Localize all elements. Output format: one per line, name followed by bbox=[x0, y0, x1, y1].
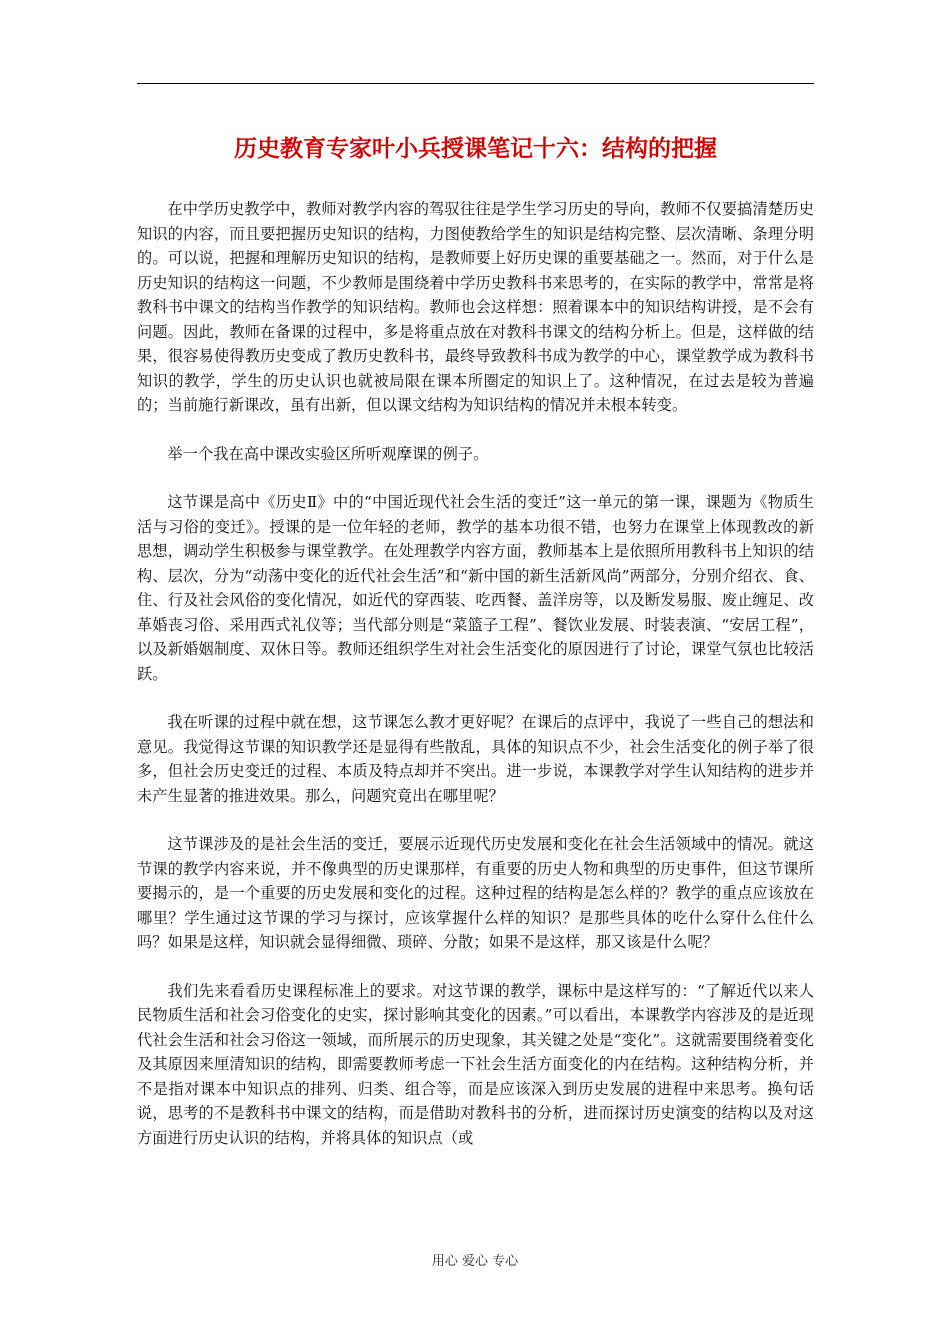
paragraph-5: 这节课涉及的是社会生活的变迁，要展示近现代历史发展和变化在社会生活领域中的情况。就这节课的教学内容来说，并不像典型的历史课那样，有重要的历史人物和典型的历史事件，但这节课所要揭示的，是一个重要的历史发展和变化的过程。这种过程的结构是怎么样的？教学的重点应该放在哪里？学生通过这节课的学习与探讨，应该掌握什么样的知识？是那些具体的吃什么穿什么住什么吗？如果是这样，知识就会显得细微、琐碎、分散；如果不是这样，那又该是什么呢？ bbox=[137, 835, 814, 951]
header-rule bbox=[137, 83, 814, 84]
paragraph-3: 这节课是高中《历史Ⅱ》中的“中国近现代社会生活的变迁”这一单元的第一课，课题为《物质生活与习俗的变迁》。授课的是一位年轻的老师，教学的基本功很不错，也努力在课堂上体现教改的新思想，调动学生积极参与课堂教学。在处理教学内容方面，教师基本上是依照所用教科书上知识的结构、层次，分为“动荡中变化的近代社会生活”和“新中国的新生活新风尚”两部分，分别介绍衣、食、住、行及社会风俗的变化情况，如近代的穿西装、吃西餐、盖洋房等，以及断发易服、废止缠足、改革婚丧习俗、采用西式礼仪等；当代部分则是“菜篮子工程”、餐饮业发展、时装表演、“安居工程”，以及新婚姻制度、双休日等。教师还组织学生对社会生活变化的原因进行了讨论，课堂气氛也比较活跃。 bbox=[137, 493, 814, 683]
page-footer: 用心 爱心 专心 bbox=[431, 1254, 519, 1269]
paragraph-2: 举一个我在高中课改实验区所听观摩课的例子。 bbox=[167, 444, 489, 463]
document-title: 历史教育专家叶小兵授课笔记十六：结构的把握 bbox=[234, 135, 717, 162]
document-body bbox=[137, 197, 814, 1174]
paragraph-4: 我在听课的过程中就在想，这节课怎么教才更好呢？在课后的点评中，我说了一些自己的想法和意见。我觉得这节课的知识教学还是显得有些散乱，具体的知识点不少，社会生活变化的例子举了很多，但社会历史变迁的过程、本质及特点却并不突出。进一步说，本课教学对学生认知结构的进步并未产生显著的推进效果。那么，问题究竟出在哪里呢？ bbox=[137, 713, 814, 805]
paragraph-6: 我们先来看看历史课程标准上的要求。对这节课的教学，课标中是这样写的：“了解近代以来人民物质生活和社会习俗变化的史实，探讨影响其变化的因素。”可以看出，本课教学内容涉及的是近现代社会生活和社会习俗这一领域，而所展示的历史现象，其关键之处是“变化”。这就需要围绕着变化及其原因来厘清知识的结构，即需要教师考虑一下社会生活方面变化的内在结构。这种结构分析，并不是指对课本中知识点的排列、归类、组合等，而是应该深入到历史发展的进程中来思考。换句话说，思考的不是教科书中课文的结构，而是借助对教科书的分析，进而探讨历史演变的结构以及对这方面进行历史认识的结构，并将具体的知识点（或 bbox=[137, 981, 814, 1147]
paragraph-1: 在中学历史教学中，教师对教学内容的驾驭往往是学生学习历史的导向，教师不仅要搞清楚历史知识的内容，而且要把握历史知识的结构，力图使教给学生的知识是结构完整、层次清晰、条理分明的。可以说，把握和理解历史知识的结构，是教师要上好历史课的重要基础之一。然而，对于什么是历史知识的结构这一问题，不少教师是围绕着中学历史教科书来思考的，在实际的教学中，常常是将教科书中课文的结构当作教学的知识结构。教师也会这样想：照着课本中的知识结构讲授，是不会有问题。因此，教师在备课的过程中，多是将重点放在对教科书课文的结构分析上。但是，这样做的结果，很容易使得教历史变成了教历史教科书，最终导致教科书成为教学的中心，课堂教学成为教科书知识的教学，学生的历史认识也就被局限在课本所圈定的知识上了。这种情况，在过去是较为普遍的；当前施行新课改，虽有出新，但以课文结构为知识结构的情况并未根本转变。 bbox=[137, 200, 814, 414]
